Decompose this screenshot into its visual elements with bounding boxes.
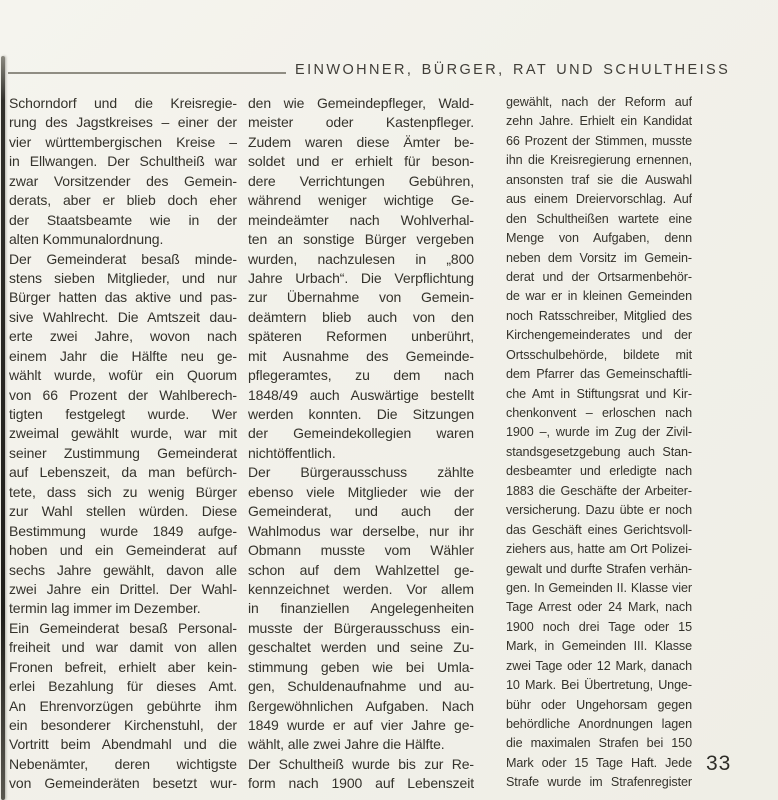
text-line: meindeämter nach Wohlverhal- xyxy=(248,211,474,228)
text-line: ziehers aus, hatte am Ort Polizei- xyxy=(506,542,692,557)
text-line: stens sieben Mitglieder, und nur xyxy=(9,269,237,286)
text-line: de war er in kleinen Gemeinden xyxy=(506,289,692,304)
text-line: 1900 –, wurde im Zug der Zivil- xyxy=(506,425,692,440)
text-line: behördliche Anordnungen lagen xyxy=(506,717,692,731)
text-line: derat und der Ortsarmenbehör- xyxy=(506,269,692,284)
text-line: gen. In Gemeinden II. Klasse vier xyxy=(506,580,692,595)
text-line: ihn die Kreisregierung ernennen, xyxy=(506,153,692,168)
text-line: 1883 die Geschäfte der Arbeiter- xyxy=(506,483,692,498)
text-line: wurden, nachzulesen in „800 xyxy=(248,250,474,267)
text-line: werden konnten. Die Sitzungen xyxy=(248,406,474,422)
text-line: gewalt und durfte Strafen verhän- xyxy=(506,561,692,576)
text-line: zwar Vorsitzender des Gemein- xyxy=(9,172,237,189)
text-line: dere Verrichtungen Gebühren, xyxy=(248,172,474,189)
text-line: termin lag immer im Dezember. xyxy=(9,600,201,617)
text-line: der Gemeindekollegien waren xyxy=(248,425,474,442)
text-line: versicherung. Dazu übte er noch xyxy=(506,503,692,518)
text-line: von 66 Prozent der Wahlberech- xyxy=(9,386,237,403)
text-line: den wie Gemeindepfleger, Wald- xyxy=(248,95,474,111)
text-line: zehn Jahre. Erhielt ein Kandidat xyxy=(506,114,692,129)
text-line: soldet und er erhielt für beson- xyxy=(248,153,474,170)
text-line: dem Pfarrer das Gemeinschaftli- xyxy=(506,367,692,382)
text-line: tigten festgelegt wurde. Wer xyxy=(9,406,237,422)
text-line: rung des Jagstkreises – einer der xyxy=(9,114,237,131)
text-line: Der Bürgerausschuss zählte xyxy=(248,464,474,481)
text-line: Gemeinderat, und auch der xyxy=(248,503,474,520)
text-line: Obmann musste vom Wähler xyxy=(248,542,474,559)
text-line: schon auf dem Wahlzettel ge- xyxy=(248,561,474,578)
text-line: ßergewöhnlichen Aufgaben. Nach xyxy=(248,697,474,714)
text-line: wählt, alle zwei Jahre die Hälfte. xyxy=(248,736,445,753)
text-line: gewählt, nach der Reform auf xyxy=(506,95,692,109)
text-line: desbeamter und erledigte nach xyxy=(506,464,692,479)
text-line: einem Jahr die Hälfte neu ge- xyxy=(9,347,237,364)
text-line: 10 Mark. Bei Übertretung, Unge- xyxy=(506,678,692,693)
text-line: aus einem Dreiervorschlag. Auf xyxy=(506,192,692,207)
text-line: zur Übernahme von Gemein- xyxy=(248,289,474,306)
text-line: sechs Jahre gewählt, davon alle xyxy=(9,561,237,578)
text-line: ten an sonstige Bürger vergeben xyxy=(248,231,474,248)
text-line: noch Ratsschreiber, Mitglied des xyxy=(506,308,692,323)
text-line: Jahre Urbach“. Die Verpflichtung xyxy=(248,269,474,286)
text-line: deämtern blieb auch von den xyxy=(248,308,474,325)
text-line: tete, dass sich zu wenig Bürger xyxy=(9,483,237,500)
text-line: hoben und ein Gemeinderat auf xyxy=(9,542,237,559)
text-line: der Staatsbeamte wie in der xyxy=(9,211,237,228)
text-line: An Ehrenvorzügen gebührte ihm xyxy=(9,697,237,714)
text-line: stimmung geben wie bei Umla- xyxy=(248,658,474,675)
text-line: auf Lebenszeit, da man befürch- xyxy=(9,464,237,481)
text-line: form nach 1900 auf Lebenszeit xyxy=(248,775,474,792)
text-line: chenkonvent – erloschen nach xyxy=(506,406,692,420)
text-line: das Geschäft eines Gerichtsvoll- xyxy=(506,522,692,537)
text-column-left xyxy=(9,95,237,795)
text-line: nichtöffentlich. xyxy=(248,444,336,461)
text-line: sive Wahlrecht. Die Amtszeit dau- xyxy=(9,308,237,325)
text-column-middle xyxy=(248,95,474,795)
text-line: bühr oder Ungehorsam gegen xyxy=(506,697,692,712)
text-line: 1849 wurde er auf vier Jahre ge- xyxy=(248,717,474,733)
text-line: Nebenämter, deren wichtigste xyxy=(9,755,237,772)
scan-edge-shadow xyxy=(1,56,5,800)
text-line: Bestimmung wurde 1849 aufge- xyxy=(9,522,237,539)
text-line: Wahlmodus war derselbe, nur ihr xyxy=(248,522,474,539)
page-number: 33 xyxy=(706,752,732,775)
text-line: che Amt in Stiftungsrat und Kir- xyxy=(506,386,692,401)
text-line: Mark, in Gemeinden III. Klasse xyxy=(506,639,692,654)
text-line: ansonsten traf sie die Auswahl xyxy=(506,172,692,187)
text-line: 1900 noch drei Tage oder 15 xyxy=(506,619,692,634)
text-line: meister oder Kastenpfleger. xyxy=(248,114,474,131)
text-line: mit Ausnahme des Gemeinde- xyxy=(248,347,474,364)
text-line: Strafe wurde im Strafenregister xyxy=(506,775,692,790)
running-header: EINWOHNER, BÜRGER, RAT UND SCHULTHEISS xyxy=(295,62,731,78)
text-line: seiner Zustimmung Gemeinderat xyxy=(9,444,237,461)
text-line: gen, Schuldenaufnahme und au- xyxy=(248,678,474,695)
text-line: Bürger hatten das aktive und pas- xyxy=(9,289,237,306)
text-line: Ortsschulbehörde, bildete mit xyxy=(506,347,692,362)
text-line: vier württembergischen Kreise – xyxy=(9,133,237,150)
text-line: neben dem Vorsitz im Gemein- xyxy=(506,250,692,265)
text-line: in finanziellen Angelegenheiten xyxy=(248,600,474,617)
text-line: Ein Gemeinderat besaß Personal- xyxy=(9,619,237,636)
text-line: 1848/49 auch Auswärtige bestellt xyxy=(248,386,474,403)
header-rule xyxy=(8,72,286,74)
text-line: Schorndorf und die Kreisregie- xyxy=(9,95,237,111)
text-line: ebenso viele Mitglieder wie der xyxy=(248,483,474,500)
text-line: erlei Bezahlung für dieses Amt. xyxy=(9,678,237,695)
text-line: freiheit und war damit von allen xyxy=(9,639,237,656)
text-line: standsgesetzgebung auch Stan- xyxy=(506,444,692,459)
text-line: kennzeichnet werden. Vor allem xyxy=(248,580,474,597)
text-line: Kirchengemeinderates und der xyxy=(506,328,692,343)
text-line: 66 Prozent der Stimmen, musste xyxy=(506,133,692,148)
text-line: von Gemeinderäten besetzt wur- xyxy=(9,775,237,792)
text-line: derats, aber er blieb doch eher xyxy=(9,192,237,209)
text-line: den Schultheißen wartete eine xyxy=(506,211,692,226)
text-line: wählt wurde, wofür ein Quorum xyxy=(9,367,237,384)
text-line: Fronen befreit, erhielt aber kein- xyxy=(9,658,237,675)
text-line: Menge von Aufgaben, denn xyxy=(506,231,692,246)
text-column-right xyxy=(506,95,692,795)
text-line: musste der Bürgerausschuss ein- xyxy=(248,619,474,636)
text-line: erte zwei Jahre, wovon nach xyxy=(9,328,237,345)
text-line: Der Schultheiß wurde bis zur Re- xyxy=(248,755,474,772)
text-line: geschaltet werden und seine Zu- xyxy=(248,639,474,656)
text-line: Vortritt beim Abendmahl und die xyxy=(9,736,237,753)
text-line: während weniger wichtige Ge- xyxy=(248,192,474,209)
text-line: Tage Arrest oder 24 Mark, nach xyxy=(506,600,692,615)
text-line: Zudem waren diese Ämter be- xyxy=(248,133,474,150)
text-line: späteren Reformen unberührt, xyxy=(248,328,474,345)
text-line: alten Kommunalordnung. xyxy=(9,231,164,248)
text-line: zweimal gewählt wurde, war mit xyxy=(9,425,237,442)
text-line: in Ellwangen. Der Schultheiß war xyxy=(9,153,237,170)
text-line: zwei Jahre ein Drittel. Der Wahl- xyxy=(9,580,237,597)
text-line: die maximalen Strafen bei 150 xyxy=(506,736,692,751)
text-line: Mark oder 15 Tage Haft. Jede xyxy=(506,755,692,770)
text-line: pflegeramtes, zu dem nach xyxy=(248,367,474,384)
text-line: zur Wahl stellen würden. Diese xyxy=(9,503,237,520)
text-line: ein besonderer Kirchenstuhl, der xyxy=(9,717,237,733)
text-line: zwei Tage oder 12 Mark, danach xyxy=(506,658,692,673)
text-line: Der Gemeinderat besaß minde- xyxy=(9,250,237,267)
